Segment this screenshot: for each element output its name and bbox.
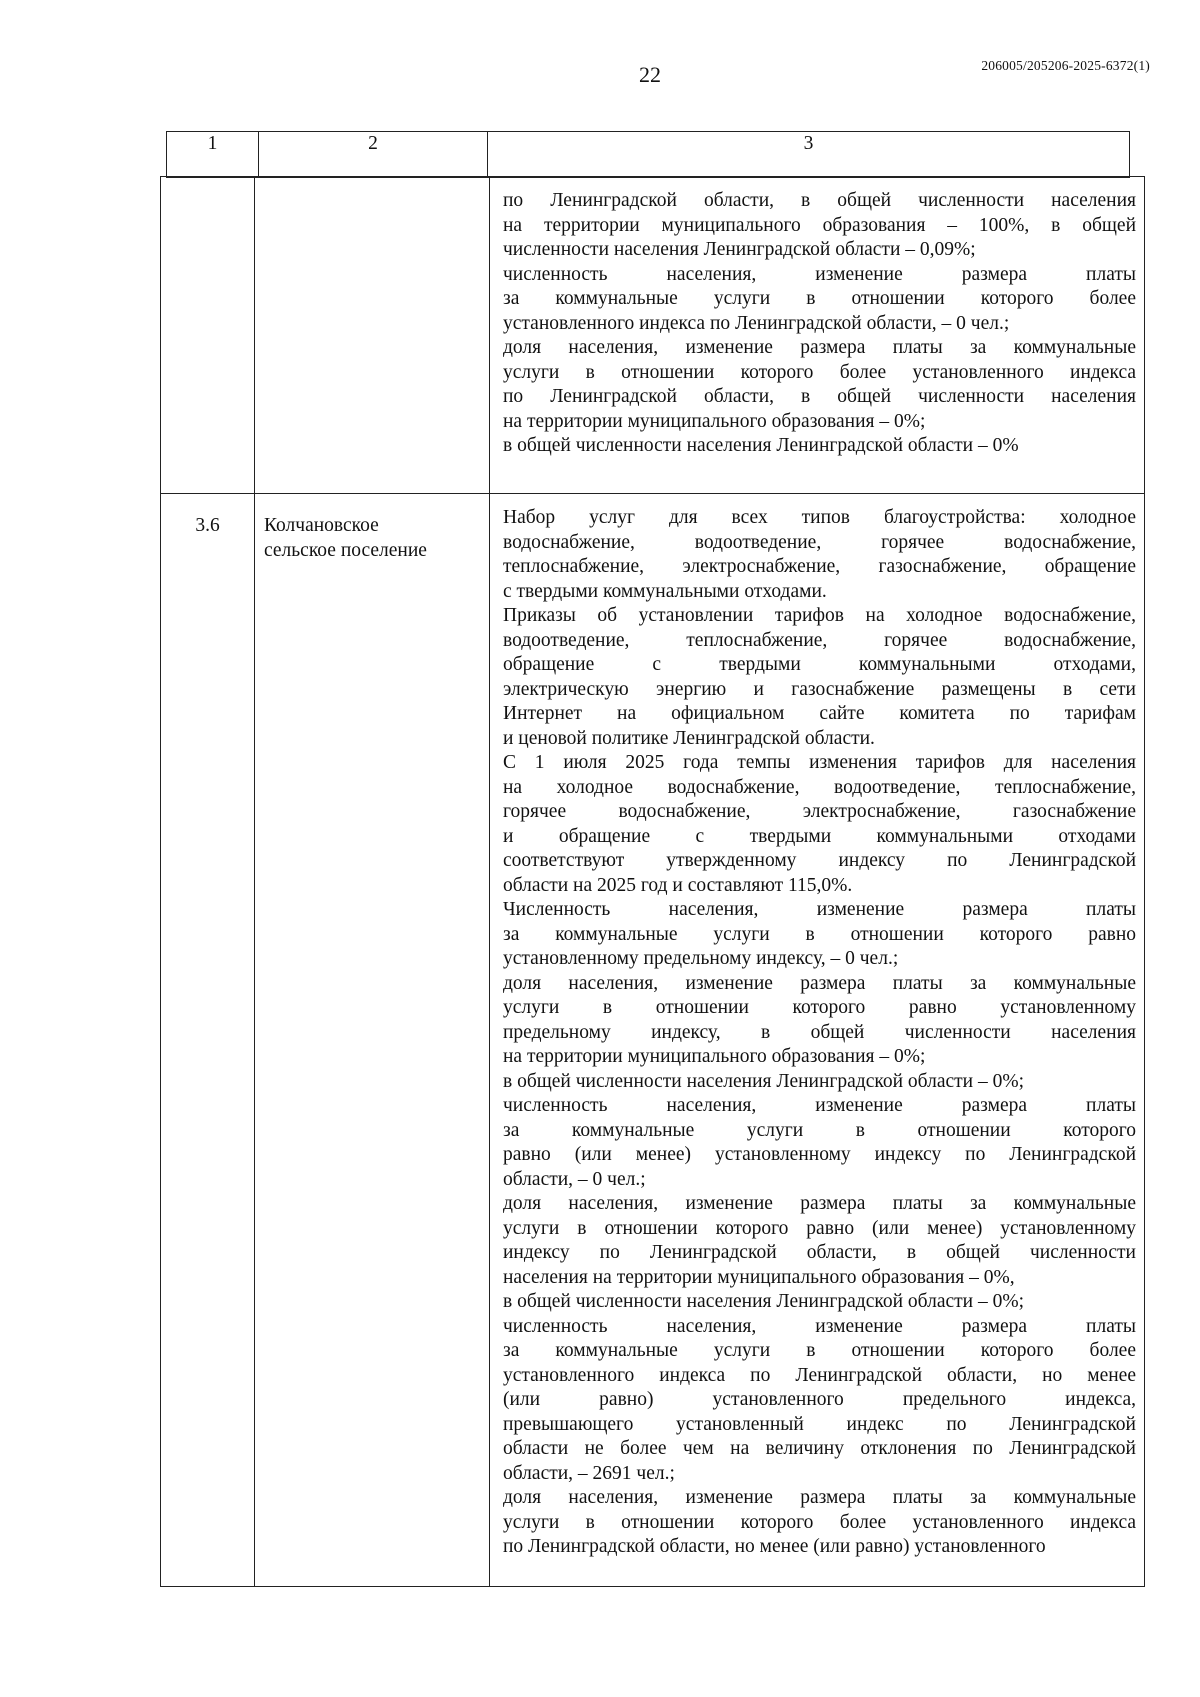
text-line: в общей численности населения Ленинградской области – 0%; bbox=[503, 1291, 1025, 1312]
column-header-2: 2 bbox=[259, 132, 488, 178]
settlement-cell bbox=[255, 177, 490, 494]
description-text bbox=[503, 506, 1136, 1560]
text-line: услуги в отношении которого равно установленному bbox=[503, 997, 1136, 1018]
table-row-3-6 bbox=[161, 494, 1145, 1587]
text-line: услуги в отношении которого более установленного индекса bbox=[503, 1511, 1136, 1533]
page-number: 22 bbox=[639, 62, 661, 87]
text-line: и обращение с твердыми коммунальными отходами bbox=[503, 825, 1136, 847]
text-line: доля населения, изменение размера платы за коммунальные bbox=[503, 1487, 1136, 1508]
text-line: равно (или менее) установленному индексу по Ленинградской bbox=[503, 1144, 1136, 1165]
text-line: услуги в отношении которого более установленного индекса bbox=[503, 361, 1136, 383]
settlement-cell bbox=[255, 494, 490, 1587]
text-line: области на 2025 год и составляют 115,0%. bbox=[503, 874, 853, 896]
text-line: на территории муниципального образования – 0%; bbox=[503, 410, 926, 432]
text-line: горячее водоснабжение, электроснабжение, газоснабжение bbox=[503, 801, 1136, 822]
description-cell bbox=[490, 177, 1145, 494]
text-line: соответствуют утвержденному индексу по Ленинградской bbox=[503, 850, 1136, 871]
settlement-name-line-2: сельское поселение bbox=[264, 539, 427, 561]
row-number-cell: 3.6 bbox=[161, 494, 255, 1587]
text-line: установленного индекса по Ленинградской области, но менее bbox=[503, 1364, 1136, 1386]
text-line: установленному предельному индексу, – 0 чел.; bbox=[503, 948, 899, 969]
text-line: на территории муниципального образования – 100%, в общей bbox=[503, 214, 1136, 236]
text-line: с твердыми коммунальными отходами. bbox=[503, 580, 827, 602]
description-text bbox=[503, 189, 1136, 459]
text-line: по Ленинградской области, но менее (или равно) установленного bbox=[503, 1536, 1046, 1557]
text-line: С 1 июля 2025 года темпы изменения тарифов для населения bbox=[503, 752, 1136, 773]
text-line: обращение с твердыми коммунальными отходами, bbox=[503, 654, 1136, 675]
text-line: численность населения, изменение размера платы bbox=[503, 263, 1136, 285]
text-line: доля населения, изменение размера платы за коммунальные bbox=[503, 972, 1136, 994]
column-header-1: 1 bbox=[167, 132, 259, 178]
text-line: по Ленинградской области, в общей численности населения bbox=[503, 190, 1136, 211]
text-line: за коммунальные услуги в отношении которого более bbox=[503, 1340, 1136, 1361]
table-header bbox=[166, 131, 1130, 178]
text-line: и ценовой политике Ленинградской области. bbox=[503, 727, 875, 749]
text-line: на территории муниципального образования – 0%; bbox=[503, 1046, 926, 1067]
column-header-3: 3 bbox=[488, 132, 1130, 178]
text-line: Набор услуг для всех типов благоустройства: холодное bbox=[503, 507, 1136, 528]
text-line: за коммунальные услуги в отношении которого bbox=[503, 1119, 1136, 1141]
settlement-name-line-1: Колчановское bbox=[264, 515, 379, 536]
text-line: водоснабжение, водоотведение, горячее водоснабжение, bbox=[503, 531, 1136, 553]
text-line: Численность населения, изменение размера платы bbox=[503, 899, 1136, 920]
data-table bbox=[160, 176, 1145, 1587]
text-line: доля населения, изменение размера платы за коммунальные bbox=[503, 1193, 1136, 1214]
text-line: водоотведение, теплоснабжение, горячее водоснабжение, bbox=[503, 629, 1136, 651]
text-line: за коммунальные услуги в отношении которого равно bbox=[503, 923, 1136, 945]
text-line: Приказы об установлении тарифов на холодное водоснабжение, bbox=[503, 605, 1136, 626]
text-line: численности населения Ленинградской области – 0,09%; bbox=[503, 239, 976, 260]
text-line: в общей численности населения Ленинградской области – 0%; bbox=[503, 1070, 1025, 1092]
table-row-continued bbox=[161, 177, 1145, 494]
text-line: индексу по Ленинградской области, в общей численности bbox=[503, 1242, 1136, 1263]
text-line: Интернет на официальном сайте комитета по тарифам bbox=[503, 703, 1136, 724]
text-line: численность населения, изменение размера платы bbox=[503, 1095, 1136, 1116]
text-line: по Ленинградской области, в общей численности населения bbox=[503, 386, 1136, 407]
text-line: услуги в отношении которого равно (или менее) установленному bbox=[503, 1217, 1136, 1239]
text-line: предельному индексу, в общей численности населения bbox=[503, 1021, 1136, 1043]
text-line: превышающего установленный индекс по Ленинградской bbox=[503, 1413, 1136, 1435]
text-line: установленного индекса по Ленинградской области, – 0 чел.; bbox=[503, 312, 1010, 334]
text-line: в общей численности населения Ленинградской области – 0% bbox=[503, 435, 1019, 456]
text-line: (или равно) установленного предельного индекса, bbox=[503, 1389, 1136, 1410]
text-line: доля населения, изменение размера платы за коммунальные bbox=[503, 337, 1136, 358]
document-id: 206005/205206-2025-6372(1) bbox=[981, 58, 1150, 73]
text-line: на холодное водоснабжение, водоотведение, теплоснабжение, bbox=[503, 776, 1136, 798]
description-cell bbox=[490, 494, 1145, 1587]
row-number-cell bbox=[161, 177, 255, 494]
text-line: теплоснабжение, электроснабжение, газоснабжение, обращение bbox=[503, 556, 1136, 577]
table-header-row bbox=[167, 132, 1130, 178]
text-line: области, – 2691 чел.; bbox=[503, 1462, 675, 1484]
text-line: электрическую энергию и газоснабжение размещены в сети bbox=[503, 678, 1136, 700]
text-line: области, – 0 чел.; bbox=[503, 1168, 646, 1190]
text-line: населения на территории муниципального образования – 0%, bbox=[503, 1266, 1015, 1288]
text-line: области не более чем на величину отклонения по Ленинградской bbox=[503, 1438, 1136, 1459]
text-line: численность населения, изменение размера платы bbox=[503, 1315, 1136, 1337]
text-line: за коммунальные услуги в отношении которого более bbox=[503, 288, 1136, 309]
